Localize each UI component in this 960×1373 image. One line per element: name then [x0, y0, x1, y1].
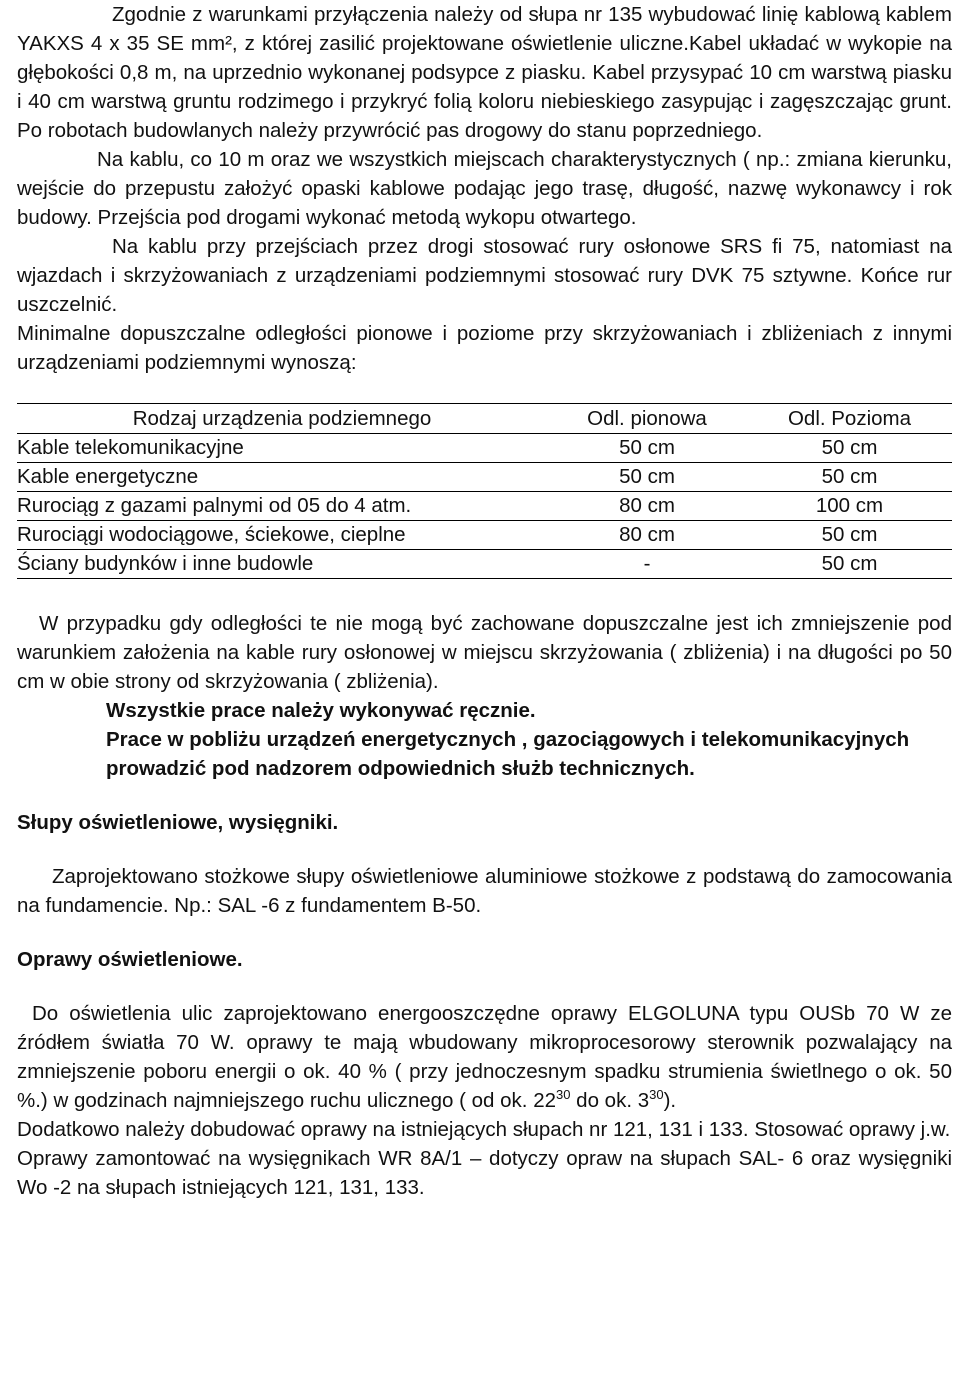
table-cell: 50 cm: [747, 463, 952, 492]
table-row: [17, 434, 952, 463]
table-cell: Kable telekomunikacyjne: [17, 434, 547, 463]
superscript-minutes: 30: [649, 1087, 664, 1103]
section-heading-poles: Słupy oświetleniowe, wysięgniki.: [17, 811, 339, 834]
superscript-minutes: 30: [556, 1087, 571, 1103]
table-cell: Kable energetyczne: [17, 463, 547, 492]
paragraph-minimal-distances: Minimalne dopuszczalne odległości pionowe i poziome przy skrzyżowaniach i zbliżeniach z innymi urządzeniami podziemnymi wynoszą:: [17, 322, 952, 374]
paragraph-luminaires-text: ).: [663, 1089, 677, 1112]
section-heading-luminaires: Oprawy oświetleniowe.: [17, 948, 243, 971]
table-cell: 50 cm: [747, 434, 952, 463]
table-cell: 80 cm: [547, 492, 747, 521]
table-row: [17, 492, 952, 521]
table-cell: -: [547, 550, 747, 579]
table-cell: 50 cm: [547, 463, 747, 492]
paragraph-additional-luminaires: Dodatkowo należy dobudować oprawy na istniejących słupach nr 121, 131 i 133. Stosować oprawy j.w.: [17, 1118, 951, 1141]
paragraph-reduced-distances: W przypadku gdy odległości te nie mogą być zachowane dopuszczalne jest ich zmniejszenie pod warunkiem założenia na kable rury osłonowej w miejscu skrzyżowania ( zbliżenia) i na długości po 50 cm w obie strony od skrzyżowania ( zbliżenia).: [17, 612, 952, 693]
paragraph-cable-markers: Na kablu, co 10 m oraz we wszystkich miejscach charakterystycznych ( np.: zmiana kierunku, wejście do przepustu założyć opaski kablowe podając jego trasę, długość, nazwę wykonawcy i rok budowy. Przejścia pod drogami wykonać metodą wykopu otwartego.: [17, 148, 952, 229]
table-header-cell: Odl. Pozioma: [747, 404, 952, 434]
table-cell: 50 cm: [547, 434, 747, 463]
distances-table: [17, 403, 952, 579]
table-cell: Rurociąg z gazami palnymi od 05 do 4 atm.: [17, 492, 547, 521]
paragraph-poles: Zaprojektowano stożkowe słupy oświetleniowe aluminiowe stożkowe z podstawą do zamocowania na fundamencie. Np.: SAL -6 z fundamentem B-50.: [17, 865, 952, 917]
table-cell: 50 cm: [747, 521, 952, 550]
paragraph-luminaires: [17, 999, 952, 1115]
paragraph-brackets: Oprawy zamontować na wysięgnikach WR 8A/1 – dotyczy opraw na słupach SAL- 6 oraz wysięgniki Wo -2 na słupach istniejących 121, 131, 133.: [17, 1147, 952, 1199]
table-row: [17, 550, 952, 579]
table-cell: 100 cm: [747, 492, 952, 521]
table-header-cell: Odl. pionowa: [547, 404, 747, 434]
paragraph-protective-pipes: Na kablu przy przejściach przez drogi stosować rury osłonowe SRS fi 75, natomiast na wjazdach i skrzyżowaniach z urządzeniami podziemnymi stosować rury DVK 75 sztywne. Końce rur uszczelnić.: [17, 235, 952, 316]
table-cell: Rurociągi wodociągowe, ściekowe, cieplne: [17, 521, 547, 550]
table-row: [17, 463, 952, 492]
table-header-cell: Rodzaj urządzenia podziemnego: [17, 404, 547, 434]
table-header-row: [17, 404, 952, 434]
table-cell: 50 cm: [747, 550, 952, 579]
paragraph-luminaires-text: Do oświetlenia ulic zaprojektowano energooszczędne oprawy ELGOLUNA typu OUSb 70 W ze źródłem światła 70 W. oprawy te mają wbudowany mikroprocesorowy sterownik pozwalający na zmniejszenie poboru energii o ok. 40 % ( przy jednoczesnym spadku strumienia świetlnego o ok. 50 %.) w godzinach najmniejszego ruchu ulicznego ( od ok. 22: [17, 1002, 952, 1112]
table-cell: Ściany budynków i inne budowle: [17, 550, 547, 579]
paragraph-cable-installation: Zgodnie z warunkami przyłączenia należy od słupa nr 135 wybudować linię kablową kablem YAKXS 4 x 35 SE mm², z której zasilić projektowane oświetlenie uliczne.Kabel układać w wykopie na głębokości 0,8 m, na uprzednio wykonanej podsypce z piasku. Kabel przysypać 10 cm warstwą piasku i 40 cm warstwą gruntu rodzimego i przykryć folią koloru niebieskiego zasypując i zagęszczając grunt. Po robotach budowlanych należy przywrócić pas drogowy do stanu poprzedniego.: [17, 3, 952, 142]
table-cell: 80 cm: [547, 521, 747, 550]
table-row: [17, 521, 952, 550]
bold-note-supervision: Prace w pobliżu urządzeń energetycznych , gazociągowych i telekomunikacyjnych prowadzić pod nadzorem odpowiednich służb technicznych.: [106, 728, 910, 780]
paragraph-luminaires-text: do ok. 3: [570, 1089, 650, 1112]
bold-note-manual-work: Wszystkie prace należy wykonywać ręcznie.: [106, 699, 536, 722]
